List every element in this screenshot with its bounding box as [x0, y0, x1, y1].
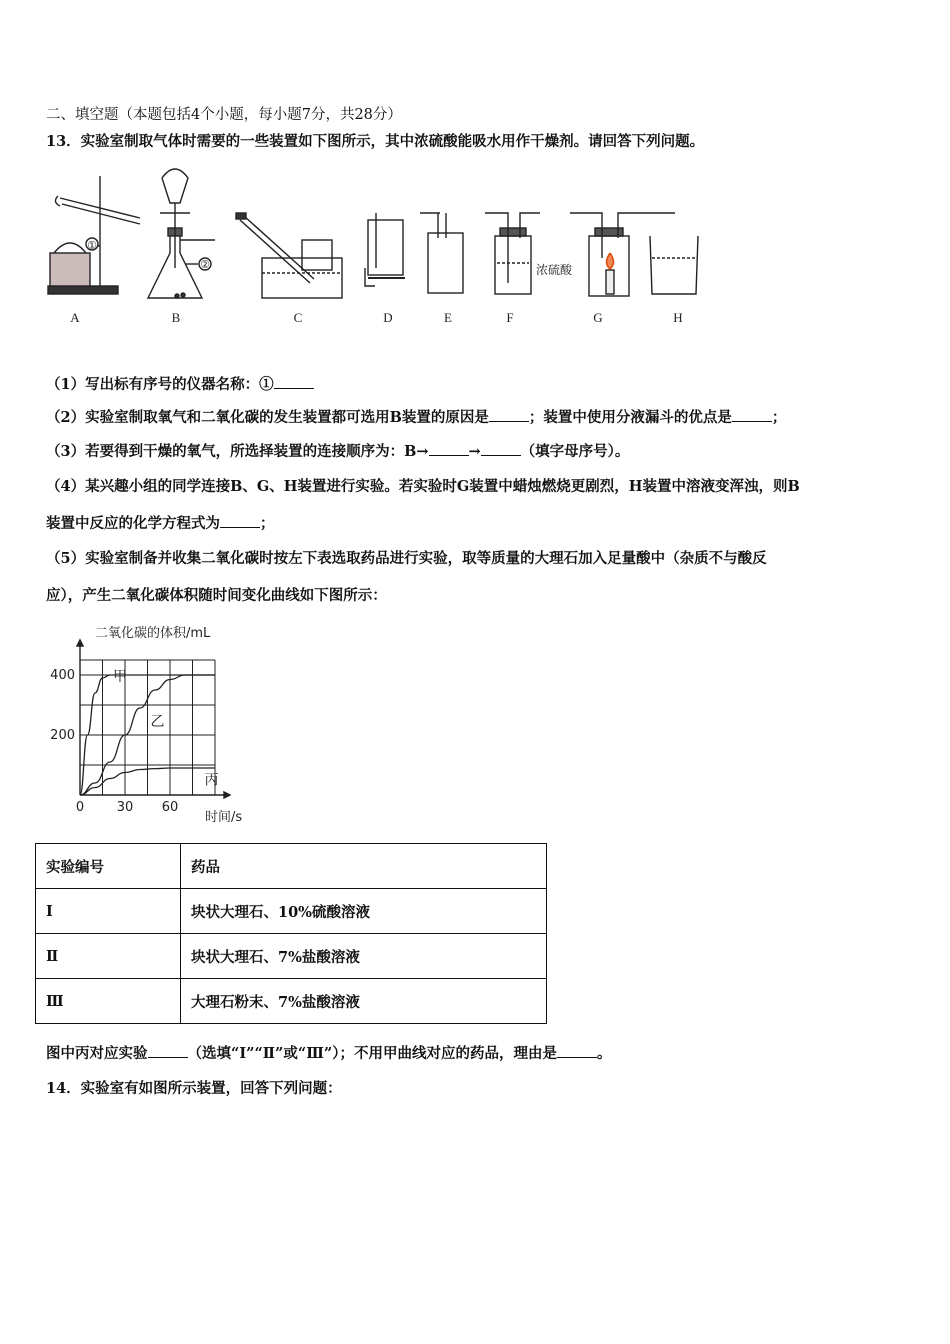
x-tick-label: 0 [75, 800, 85, 815]
apparatus-figure [40, 158, 730, 333]
label-b: B [171, 310, 181, 325]
marker-1: ① [87, 240, 97, 252]
table-row [36, 979, 547, 1024]
series-label: 乙 [150, 714, 165, 730]
q13-part-5a: （5）实验室制备并收集二氧化碳时按左下表选取药品进行实验，取等质量的大理石加入足量酸中（杂质不与酸反 [46, 550, 767, 567]
chart-ylabel: 二氧化碳的体积/mL [95, 626, 211, 641]
answer-blank[interactable] [148, 1043, 188, 1058]
co2-volume-chart [40, 615, 290, 830]
label-g: G [593, 310, 603, 325]
q13-part-4b: 装置中反应的化学方程式为 ； [46, 515, 275, 532]
y-axis-arrow [77, 640, 83, 646]
chart-xlabel: 时间/s [205, 810, 243, 825]
question-13-stem: 13．实验室制取气体时需要的一些装置如下图所示，其中浓硫酸能吸水用作干燥剂。请回答下列问题。 [46, 133, 705, 150]
answer-blank[interactable] [732, 407, 772, 422]
x-axis-arrow [224, 792, 230, 798]
reagent-table [35, 843, 547, 1024]
apparatus-d-drawing [365, 213, 405, 286]
y-tick-label: 400 [50, 668, 75, 683]
apparatus-e-drawing [420, 213, 463, 293]
apparatus-a-drawing [48, 176, 140, 294]
table-cell: Ⅱ [36, 934, 181, 979]
series-label: 丙 [204, 772, 219, 789]
section-header: 二、填空题（本题包括4个小题，每小题7分，共28分） [46, 107, 402, 123]
answer-blank[interactable] [557, 1043, 597, 1058]
table-header-cell: 实验编号 [36, 844, 181, 889]
label-f: F [506, 310, 514, 325]
q13-part-4a: （4）某兴趣小组的同学连接B、G、H装置进行实验。若实验时G装置中蜡烛燃烧更剧烈，H装置中溶液变浑浊，则B [46, 478, 800, 495]
answer-blank[interactable] [481, 441, 521, 456]
q13-part-1: （1）写出标有序号的仪器名称：① [46, 373, 314, 394]
question-14-stem: 14．实验室有如图所示装置，回答下列问题： [46, 1080, 342, 1097]
label-a: A [70, 310, 80, 325]
q13-part-5-question: 图中丙对应实验 （选填“Ⅰ”“Ⅱ”或“Ⅲ”）；不用甲曲线对应的药品，理由是 。 [46, 1045, 612, 1062]
x-tick-label: 60 [161, 800, 179, 815]
marker-2: ② [200, 259, 210, 271]
table-header-row [36, 844, 547, 889]
table-cell: 大理石粉末、7%盐酸溶液 [181, 979, 547, 1024]
apparatus-c-drawing [236, 213, 342, 298]
table-header-cell: 药品 [181, 844, 547, 889]
x-tick-label: 30 [116, 800, 134, 815]
table-cell: Ⅲ [36, 979, 181, 1024]
table-cell: Ⅰ [36, 889, 181, 934]
q13-part-3: （3）若要得到干燥的氧气，所选择装置的连接顺序为：B→ → （填字母序号）。 [46, 443, 630, 460]
apparatus-b-drawing [148, 169, 215, 298]
y-tick-label: 200 [50, 728, 75, 743]
label-c: C [293, 310, 303, 325]
label-d: D [383, 310, 393, 325]
reagent-label: 浓硫酸 [535, 263, 573, 277]
apparatus-h-drawing [650, 236, 698, 294]
table-cell: 块状大理石、10%硫酸溶液 [181, 889, 547, 934]
label-h: H [673, 310, 683, 325]
answer-blank[interactable] [220, 513, 260, 528]
table-cell: 块状大理石、7%盐酸溶液 [181, 934, 547, 979]
table-row [36, 934, 547, 979]
answer-blank[interactable] [274, 374, 314, 389]
series-label: 甲 [113, 669, 127, 685]
label-e: E [444, 310, 452, 325]
answer-blank[interactable] [429, 441, 469, 456]
apparatus-g-drawing [570, 213, 675, 296]
q13-part-2: （2）实验室制取氧气和二氧化碳的发生装置都可选用B装置的原因是 ；装置中使用分液漏斗的优点是 ； [46, 409, 787, 426]
q13-part-5b: 应），产生二氧化碳体积随时间变化曲线如下图所示： [46, 587, 387, 604]
table-row [36, 889, 547, 934]
answer-blank[interactable] [489, 407, 529, 422]
apparatus-f-drawing [485, 213, 540, 294]
